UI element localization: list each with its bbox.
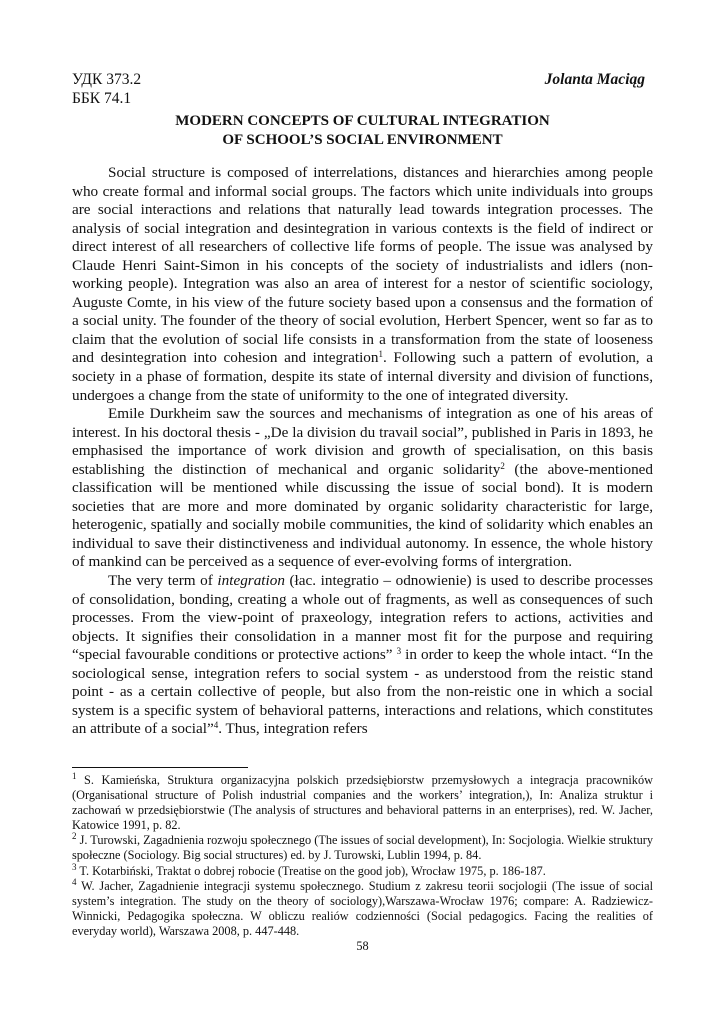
header-row	[72, 70, 653, 89]
page-number: 58	[356, 938, 369, 953]
author-name: Jolanta Maciąg	[544, 71, 645, 88]
body-text	[72, 164, 653, 739]
footnotes	[72, 770, 653, 939]
header-row-2	[72, 89, 653, 108]
title-line-2: OF SCHOOL’S SOCIAL ENVIRONMENT	[222, 132, 503, 148]
footnote-ref-3: 3	[396, 646, 402, 657]
footnote-ref-4: 4	[213, 720, 219, 731]
paragraph-1: Social structure is composed of interrelations, distances and hierarchies among people who create formal and informal social groups. The factors which unite individuals into groups are social interactions and relations that naturally lead towards integration processes. The analysis of social integration and desintegration in various contexts is the field of indirect or direct interest of all researchers of collective life forms of people. The issue was analysed by Claude Henri Saint-Simon in his concepts of the society of industrialists and idlers (non-working people). Integration was also an area of interest for a nestor of scientific sociology, Auguste Comte, in his view of the future society based upon a consensus and the formation of a social unity. The founder of the theory of social evolution, Herbert Spencer, went so far as to claim that the evolution of social life consists in a transformation from the state of looseness and desintegration into cohesion and integration$^1$. Following such a pattern of evolution, a society in a phase of formation, despite its state of internal diversity and division of functions, undergoes a change from the state of uniformity to the one of integrated diversity.	[72, 164, 653, 404]
footnote-divider	[72, 767, 248, 768]
footnote: $^1$ S. Kamieńska, Struktura organizacyjna polskich przedsiębiorstw przemysłowych a integracja pracowników (Organisational structure of Polish industrial companies and the workers’ integration,), In: Analiza struktur i zachowań w przedsiębiorstwie (The analysis of structures and behavioral patterns in an enterprises), red. W. Jacher, Katowice 1991, p. 82.	[72, 770, 653, 833]
article-title	[72, 112, 653, 150]
footnote-ref-2: 2	[500, 460, 505, 471]
footnote-ref-1: 1	[378, 349, 383, 360]
paragraph-3: The very term of integration (łac. integratio – odnowienie) is used to describe processes of consolidation, bonding, creating a whole out of fragments, as well as consequences of such processes. From the view-point of praxeology, integration refers to actions, activities and objects. It signifies their consolidation in a manner most fit for the purpose and requiring “special favourable conditions or protective actions” $^3$ in order to keep the whole intact. “In the sociological sense, integration refers to social system - as understood from the reistic stand point - as a certain collective of people, but also from the non-reistic one in which a social system is a specific system of behavioral patterns, interactions and relations, which constitutes an attribute of a social”$^4$. Thus, integration refers	[72, 572, 654, 738]
footnote: $^4$ W. Jacher, Zagadnienie integracji systemu społecznego. Studium z zakresu teorii socjologii (The issue of social system’s integration. The study on the theory of sociology),Warszawa-Wrocław 1976; compare: A. Radziewicz-Winnicki, Pedagogika społeczna. W obliczu realiów codzienności (Social pedagogics. Facing the realities of everyday world), Warszawa 2008, p. 447-448.	[72, 876, 653, 938]
paper-page	[72, 70, 653, 954]
bbk-code: ББК 74.1	[72, 90, 132, 107]
paragraph-2: Emile Durkheim saw the sources and mechanisms of integration as one of his areas of interest. In his doctoral thesis - „De la division du travail social”, published in Paris in 1893, he emphasised the importance of work division and growth of specialisation, on this basis establishing the distinction of mechanical and organic solidarity$^2$ (the above-mentioned classification will be mentioned while discussing the issue of social bond). It is modern societies that are more and more dominated by organic solidarity characteristic for large, heterogenic, spatially and socially mobile communities, the kind of solidarity which enables an individual to save their distinctiveness and individual autonomy. In essence, the whole history of mankind can be perceived as a sequence of ever-evolving forms of intergration.	[72, 405, 653, 571]
footnote: $^2$ J. Turowski, Zagadnienia rozwoju społecznego (The issues of social development), In: Socjologia. Wielkie struktury społeczne (Sociology. Big social structures) ed. by J. Turowski, Lublin 1994, p. 84.	[72, 831, 653, 863]
footnote: $^3$ T. Kotarbiński, Traktat o dobrej robocie (Treatise on the good job), Wrocław 1975, p. 186-187.	[72, 861, 546, 878]
italic-term: integration	[217, 572, 285, 590]
udk-code: УДК 373.2	[72, 71, 142, 88]
title-line-1: MODERN CONCEPTS OF CULTURAL INTEGRATION	[175, 113, 550, 129]
